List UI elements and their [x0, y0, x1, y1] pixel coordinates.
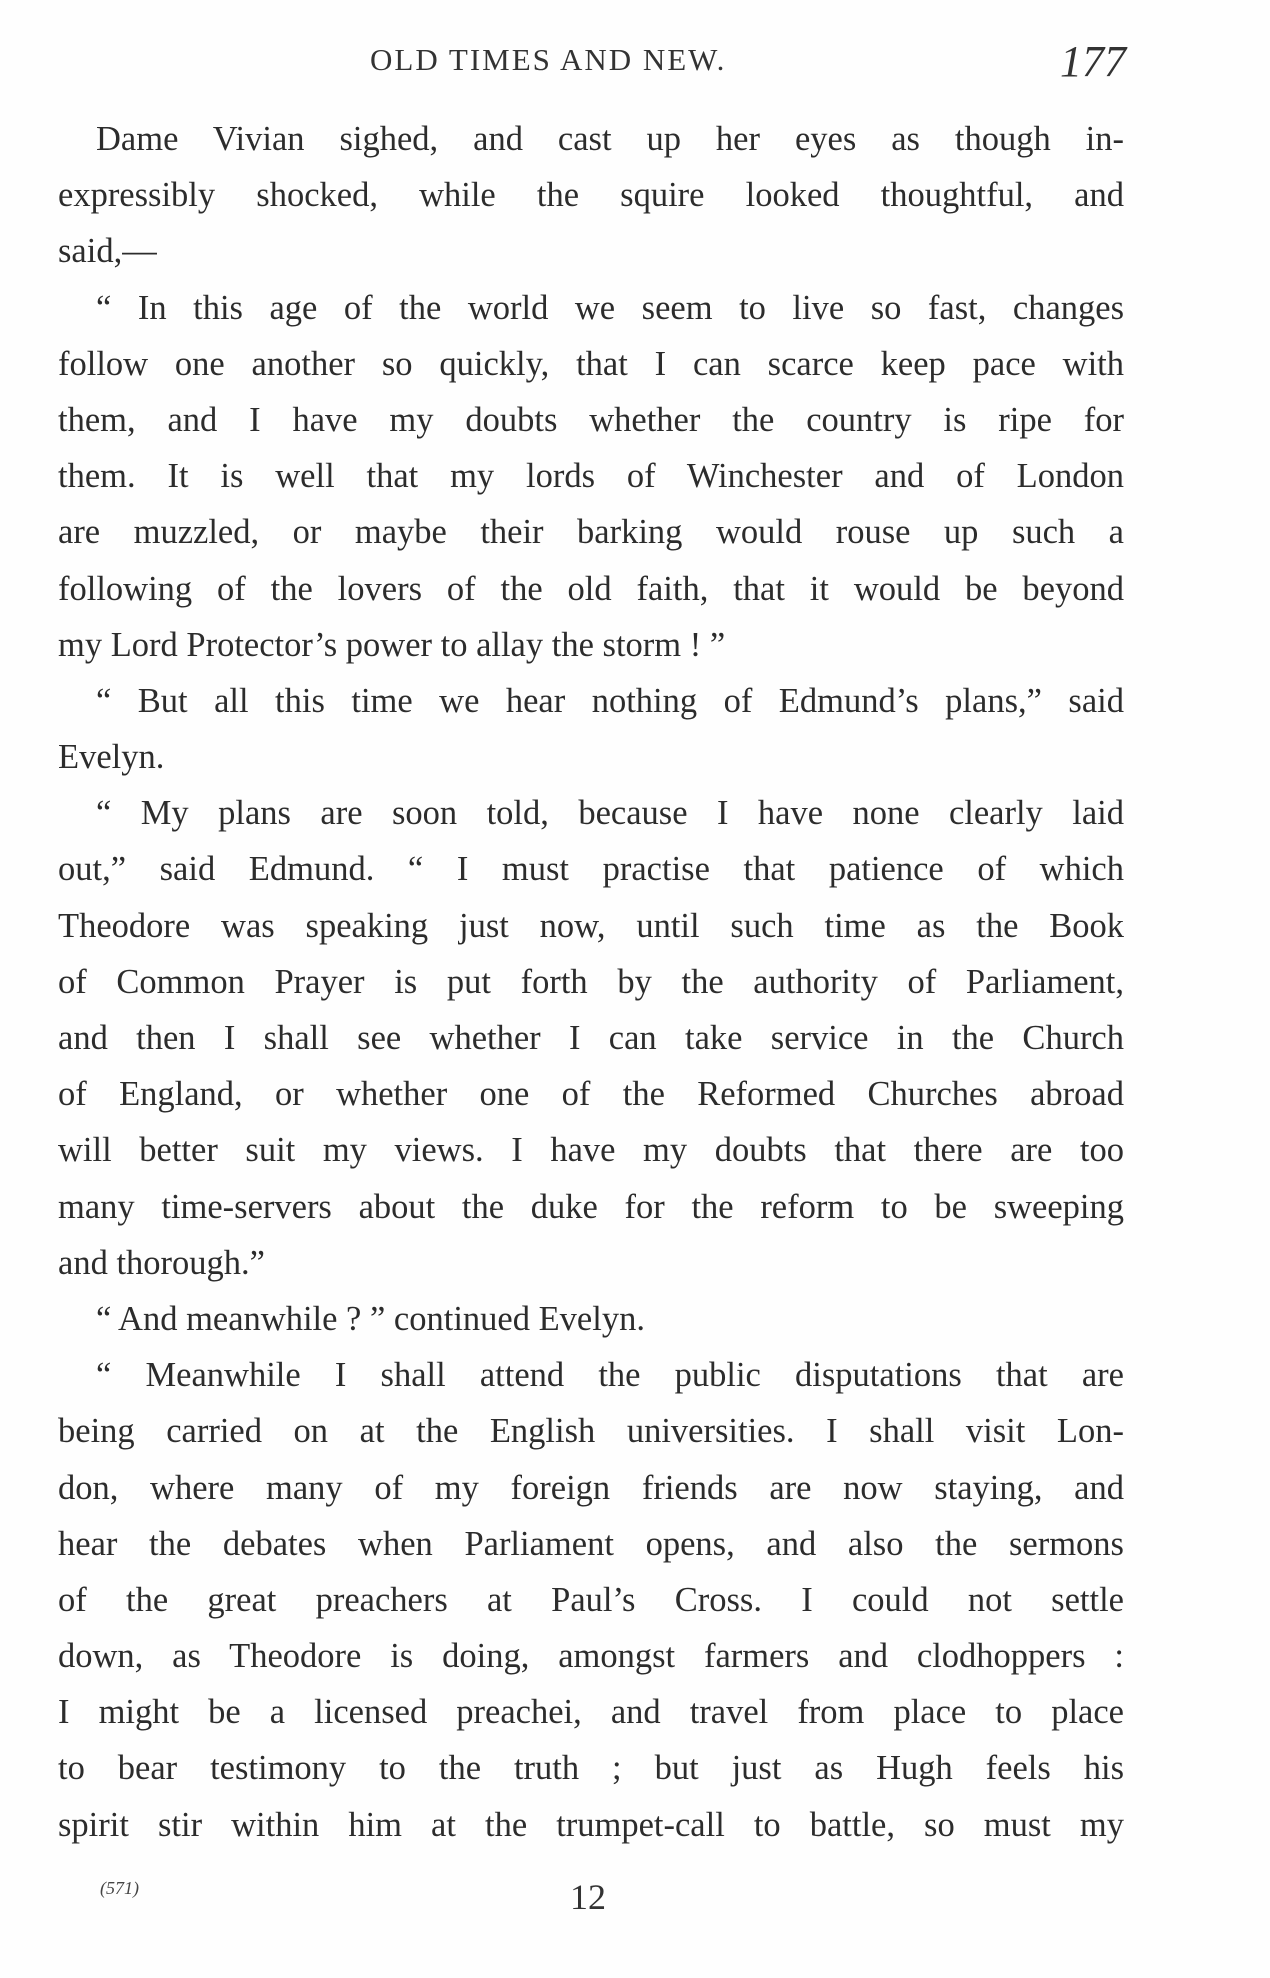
text-line: them, and I have my doubts whether the country is ripe for: [58, 400, 1124, 439]
text-line: following of the lovers of the old faith, that it would be beyond: [58, 569, 1124, 608]
page-footer: [0, 1872, 1270, 1932]
text-line: of Common Prayer is put forth by the authority of Parliament,: [58, 962, 1124, 1001]
text-line: will better suit my views. I have my doubts that there are too: [58, 1131, 1124, 1170]
text-line: Theodore was speaking just now, until such time as the Book: [58, 906, 1124, 945]
text-line: “ But all this time we hear nothing of Edmund’s plans,” said: [96, 681, 1124, 720]
text-line: “ And meanwhile ? ” continued Evelyn.: [96, 1299, 645, 1338]
running-title: OLD TIMES AND NEW.: [370, 42, 727, 77]
page-number: 177: [1060, 37, 1126, 86]
text-line: are muzzled, or maybe their barking would rouse up such a: [58, 513, 1124, 552]
text-line: and then I shall see whether I can take service in the Church: [58, 1019, 1124, 1057]
text-line: of England, or whether one of the Reformed Churches abroad: [58, 1075, 1124, 1114]
text-line: many time-servers about the duke for the reform to be sweeping: [58, 1187, 1124, 1226]
print-code: (571): [100, 1878, 139, 1898]
text-line: hear the debates when Parliament opens, and also the sermons: [58, 1524, 1124, 1563]
text-line: don, where many of my foreign friends are now staying, and: [58, 1468, 1124, 1507]
text-line: down, as Theodore is doing, amongst farmers and clodhoppers :: [58, 1637, 1124, 1676]
text-line: being carried on at the English universities. I shall visit Lon-: [58, 1412, 1124, 1451]
text-line: “ My plans are soon told, because I have none clearly laid: [96, 794, 1124, 833]
running-head: [0, 36, 1270, 86]
text-line: expressibly shocked, while the squire looked thoughtful, and: [58, 176, 1124, 215]
text-line: Dame Vivian sighed, and cast up her eyes as though in-: [96, 120, 1124, 158]
text-line: Evelyn.: [58, 738, 165, 777]
text-line: them. It is well that my lords of Winchester and of London: [58, 457, 1124, 496]
signature-mark: 12: [570, 1877, 606, 1917]
text-line: to bear testimony to the truth ; but just as Hugh feels his: [58, 1749, 1124, 1788]
text-line: spirit stir within him at the trumpet-call to battle, so must my: [58, 1805, 1124, 1844]
text-line: I might be a licensed preachei, and travel from place to place: [58, 1693, 1124, 1732]
text-line: “ Meanwhile I shall attend the public disputations that are: [96, 1356, 1124, 1395]
text-line: my Lord Protector’s power to allay the storm ! ”: [58, 625, 726, 664]
body-text: [58, 111, 1124, 1853]
text-line: follow one another so quickly, that I can scarce keep pace with: [58, 344, 1124, 383]
text-line: of the great preachers at Paul’s Cross. I could not settle: [58, 1580, 1124, 1619]
text-line: said,—: [58, 232, 157, 271]
text-line: and thorough.”: [58, 1243, 265, 1282]
text-line: “ In this age of the world we seem to live so fast, changes: [96, 288, 1124, 327]
text-line: out,” said Edmund. “ I must practise that patience of which: [58, 850, 1124, 889]
